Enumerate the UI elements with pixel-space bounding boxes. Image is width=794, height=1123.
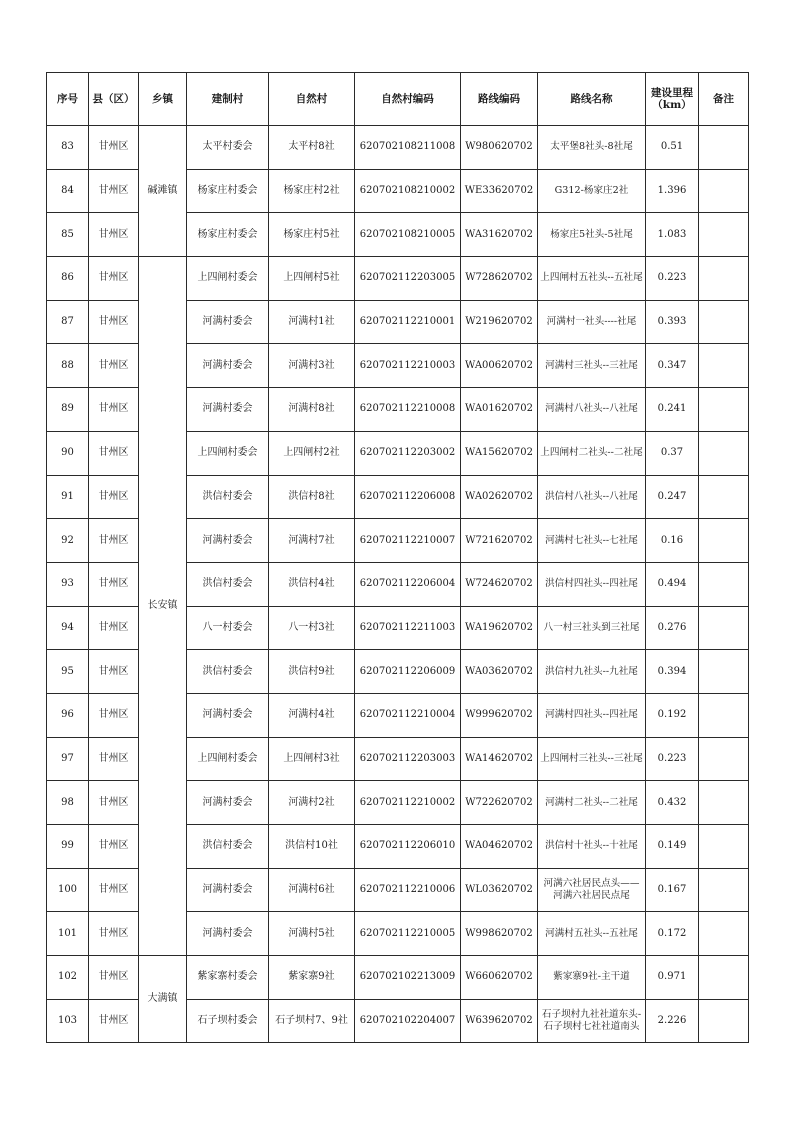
row-number: 92 [47,519,89,563]
route-table [46,72,749,1043]
mileage-cell: 0.223 [646,257,699,301]
county-cell: 甘州区 [89,300,139,344]
header-town: 乡镇 [139,73,187,126]
header-mileage: 建设里程（km） [646,73,699,126]
remarks-cell [699,213,749,257]
remarks-cell [699,344,749,388]
natural-village-cell: 河满村5社 [269,912,355,956]
route-name-cell: 上四闸村五社头--五社尾 [538,257,646,301]
admin-village-cell: 杨家庄村委会 [187,213,269,257]
admin-village-cell: 河满村委会 [187,693,269,737]
natural-village-code-cell: 620702112210003 [355,344,461,388]
admin-village-cell: 河满村委会 [187,519,269,563]
natural-village-cell: 河满村3社 [269,344,355,388]
remarks-cell [699,650,749,694]
natural-village-code-cell: 620702108210005 [355,213,461,257]
county-cell: 甘州区 [89,562,139,606]
natural-village-code-cell: 620702108211008 [355,126,461,170]
remarks-cell [699,126,749,170]
natural-village-code-cell: 620702112206004 [355,562,461,606]
mileage-cell: 0.394 [646,650,699,694]
route-code-cell: WA00620702 [461,344,538,388]
row-number: 93 [47,562,89,606]
route-code-cell: WA31620702 [461,213,538,257]
admin-village-cell: 洪信村委会 [187,825,269,869]
row-number: 89 [47,388,89,432]
row-number: 99 [47,825,89,869]
mileage-cell: 0.223 [646,737,699,781]
route-code-cell: WL03620702 [461,868,538,912]
county-cell: 甘州区 [89,868,139,912]
natural-village-cell: 河满村6社 [269,868,355,912]
admin-village-cell: 八一村委会 [187,606,269,650]
route-name-cell: 河满村八社头--八社尾 [538,388,646,432]
header-natural-village-code: 自然村编码 [355,73,461,126]
natural-village-cell: 上四闸村5社 [269,257,355,301]
natural-village-cell: 杨家庄村5社 [269,213,355,257]
natural-village-code-cell: 620702112210008 [355,388,461,432]
county-cell: 甘州区 [89,344,139,388]
route-name-cell: 洪信村四社头--四社尾 [538,562,646,606]
town-cell: 碱滩镇 [139,126,187,257]
admin-village-cell: 河满村委会 [187,781,269,825]
route-code-cell: W219620702 [461,300,538,344]
county-cell: 甘州区 [89,737,139,781]
natural-village-code-cell: 620702112203005 [355,257,461,301]
route-name-cell: 河满村五社头--五社尾 [538,912,646,956]
route-name-cell: 河满村二社头--二社尾 [538,781,646,825]
natural-village-code-cell: 620702112210004 [355,693,461,737]
route-name-cell: 河满六社居民点头——河满六社居民点尾 [538,868,646,912]
natural-village-code-cell: 620702112210006 [355,868,461,912]
mileage-cell: 0.167 [646,868,699,912]
natural-village-cell: 河满村2社 [269,781,355,825]
route-code-cell: WA03620702 [461,650,538,694]
natural-village-cell: 洪信村4社 [269,562,355,606]
natural-village-cell: 河满村4社 [269,693,355,737]
remarks-cell [699,956,749,1000]
route-name-cell: 石子坝村九社社道东头-石子坝村七社社道南头 [538,999,646,1043]
route-code-cell: WA19620702 [461,606,538,650]
mileage-cell: 0.192 [646,693,699,737]
mileage-cell: 0.276 [646,606,699,650]
route-name-cell: 洪信村八社头--八社尾 [538,475,646,519]
natural-village-code-cell: 620702112206008 [355,475,461,519]
county-cell: 甘州区 [89,912,139,956]
route-name-cell: 紫家寨9社-主干道 [538,956,646,1000]
admin-village-cell: 上四闸村委会 [187,257,269,301]
route-name-cell: 杨家庄5社头-5社尾 [538,213,646,257]
mileage-cell: 0.971 [646,956,699,1000]
admin-village-cell: 河满村委会 [187,868,269,912]
natural-village-code-cell: 620702112210002 [355,781,461,825]
table-row [47,956,749,1000]
natural-village-cell: 紫家寨9社 [269,956,355,1000]
table-row [47,257,749,301]
county-cell: 甘州区 [89,213,139,257]
county-cell: 甘州区 [89,169,139,213]
table-row [47,126,749,170]
route-code-cell: WA04620702 [461,825,538,869]
route-code-cell: WE33620702 [461,169,538,213]
natural-village-cell: 太平村8社 [269,126,355,170]
county-cell: 甘州区 [89,475,139,519]
header-remarks: 备注 [699,73,749,126]
natural-village-cell: 石子坝村7、9社 [269,999,355,1043]
row-number: 86 [47,257,89,301]
county-cell: 甘州区 [89,431,139,475]
town-cell: 长安镇 [139,257,187,956]
natural-village-cell: 八一村3社 [269,606,355,650]
row-number: 94 [47,606,89,650]
route-name-cell: 洪信村九社头--九社尾 [538,650,646,694]
row-number: 96 [47,693,89,737]
natural-village-cell: 上四闸村2社 [269,431,355,475]
row-number: 91 [47,475,89,519]
row-number: 95 [47,650,89,694]
remarks-cell [699,257,749,301]
natural-village-cell: 上四闸村3社 [269,737,355,781]
route-code-cell: WA02620702 [461,475,538,519]
county-cell: 甘州区 [89,519,139,563]
natural-village-code-cell: 620702112211003 [355,606,461,650]
natural-village-cell: 河满村1社 [269,300,355,344]
natural-village-cell: 洪信村8社 [269,475,355,519]
admin-village-cell: 河满村委会 [187,344,269,388]
mileage-cell: 0.247 [646,475,699,519]
mileage-cell: 2.226 [646,999,699,1043]
header-natural-village: 自然村 [269,73,355,126]
route-code-cell: W999620702 [461,693,538,737]
route-code-cell: W980620702 [461,126,538,170]
mileage-cell: 0.494 [646,562,699,606]
remarks-cell [699,825,749,869]
county-cell: 甘州区 [89,650,139,694]
row-number: 84 [47,169,89,213]
admin-village-cell: 上四闸村委会 [187,431,269,475]
admin-village-cell: 太平村委会 [187,126,269,170]
remarks-cell [699,737,749,781]
remarks-cell [699,431,749,475]
route-name-cell: 河满村七社头--七社尾 [538,519,646,563]
natural-village-cell: 河满村7社 [269,519,355,563]
header-route-code: 路线编码 [461,73,538,126]
natural-village-code-cell: 620702112206009 [355,650,461,694]
county-cell: 甘州区 [89,257,139,301]
remarks-cell [699,300,749,344]
row-number: 100 [47,868,89,912]
header-county: 县（区） [89,73,139,126]
county-cell: 甘州区 [89,606,139,650]
route-name-cell: 洪信村十社头--十社尾 [538,825,646,869]
route-code-cell: W728620702 [461,257,538,301]
row-number: 85 [47,213,89,257]
natural-village-code-cell: 620702102204007 [355,999,461,1043]
route-name-cell: 太平堡8社头-8社尾 [538,126,646,170]
route-name-cell: 八一村三社头到三社尾 [538,606,646,650]
remarks-cell [699,912,749,956]
mileage-cell: 0.241 [646,388,699,432]
remarks-cell [699,519,749,563]
admin-village-cell: 杨家庄村委会 [187,169,269,213]
admin-village-cell: 洪信村委会 [187,650,269,694]
natural-village-code-cell: 620702112206010 [355,825,461,869]
header-no: 序号 [47,73,89,126]
natural-village-code-cell: 620702108210002 [355,169,461,213]
route-code-cell: W639620702 [461,999,538,1043]
remarks-cell [699,693,749,737]
remarks-cell [699,606,749,650]
row-number: 90 [47,431,89,475]
route-code-cell: W721620702 [461,519,538,563]
county-cell: 甘州区 [89,781,139,825]
route-name-cell: 河满村四社头--四社尾 [538,693,646,737]
natural-village-code-cell: 620702102213009 [355,956,461,1000]
admin-village-cell: 紫家寨村委会 [187,956,269,1000]
header-row [47,73,749,126]
route-code-cell: WA14620702 [461,737,538,781]
remarks-cell [699,388,749,432]
row-number: 97 [47,737,89,781]
natural-village-cell: 河满村8社 [269,388,355,432]
row-number: 88 [47,344,89,388]
natural-village-code-cell: 620702112203003 [355,737,461,781]
admin-village-cell: 石子坝村委会 [187,999,269,1043]
mileage-cell: 0.149 [646,825,699,869]
natural-village-code-cell: 620702112210005 [355,912,461,956]
row-number: 83 [47,126,89,170]
header-route-name: 路线名称 [538,73,646,126]
county-cell: 甘州区 [89,999,139,1043]
remarks-cell [699,562,749,606]
admin-village-cell: 洪信村委会 [187,475,269,519]
route-code-cell: WA15620702 [461,431,538,475]
mileage-cell: 0.51 [646,126,699,170]
natural-village-cell: 洪信村9社 [269,650,355,694]
row-number: 98 [47,781,89,825]
natural-village-cell: 杨家庄村2社 [269,169,355,213]
county-cell: 甘州区 [89,956,139,1000]
county-cell: 甘州区 [89,126,139,170]
route-code-cell: W998620702 [461,912,538,956]
remarks-cell [699,169,749,213]
admin-village-cell: 河满村委会 [187,912,269,956]
row-number: 101 [47,912,89,956]
mileage-cell: 0.16 [646,519,699,563]
remarks-cell [699,999,749,1043]
route-name-cell: 河满村一社头----社尾 [538,300,646,344]
admin-village-cell: 洪信村委会 [187,562,269,606]
route-code-cell: W724620702 [461,562,538,606]
county-cell: 甘州区 [89,825,139,869]
route-code-cell: WA01620702 [461,388,538,432]
row-number: 103 [47,999,89,1043]
row-number: 87 [47,300,89,344]
natural-village-code-cell: 620702112203002 [355,431,461,475]
route-name-cell: 上四闸村二社头--二社尾 [538,431,646,475]
admin-village-cell: 河满村委会 [187,388,269,432]
county-cell: 甘州区 [89,388,139,432]
county-cell: 甘州区 [89,693,139,737]
mileage-cell: 0.172 [646,912,699,956]
remarks-cell [699,475,749,519]
remarks-cell [699,868,749,912]
route-name-cell: G312-杨家庄2社 [538,169,646,213]
mileage-cell: 1.083 [646,213,699,257]
town-cell: 大满镇 [139,956,187,1043]
route-name-cell: 河满村三社头--三社尾 [538,344,646,388]
remarks-cell [699,781,749,825]
mileage-cell: 1.396 [646,169,699,213]
row-number: 102 [47,956,89,1000]
mileage-cell: 0.432 [646,781,699,825]
route-name-cell: 上四闸村三社头--三社尾 [538,737,646,781]
route-code-cell: W660620702 [461,956,538,1000]
natural-village-cell: 洪信村10社 [269,825,355,869]
mileage-cell: 0.393 [646,300,699,344]
natural-village-code-cell: 620702112210001 [355,300,461,344]
header-admin-village: 建制村 [187,73,269,126]
admin-village-cell: 河满村委会 [187,300,269,344]
admin-village-cell: 上四闸村委会 [187,737,269,781]
mileage-cell: 0.37 [646,431,699,475]
natural-village-code-cell: 620702112210007 [355,519,461,563]
mileage-cell: 0.347 [646,344,699,388]
route-code-cell: W722620702 [461,781,538,825]
